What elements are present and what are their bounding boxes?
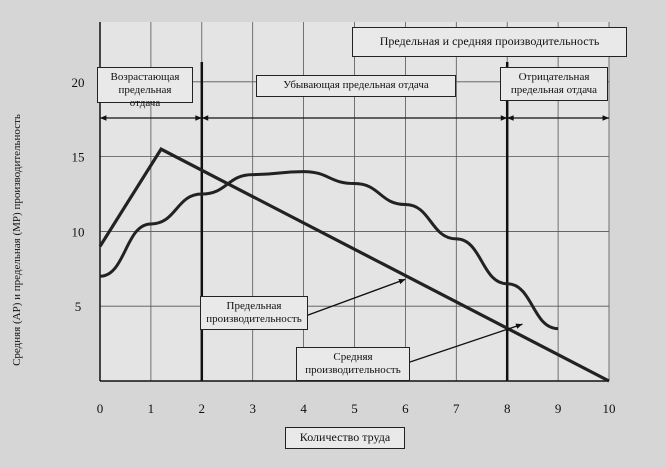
- x-tick-0: 0: [96, 401, 104, 416]
- y-axis-label: [4, 90, 30, 390]
- zone-label-increasing: Возрастающая предельная отдача: [97, 67, 193, 103]
- zone-label-negative: Отрицательная предельная отдача: [500, 67, 608, 101]
- annotation-marginal: Предельная производительность: [200, 296, 308, 330]
- y-tick-10: 10: [71, 224, 85, 240]
- y-tick-15: 15: [71, 149, 85, 165]
- x-tick-4: 4: [300, 401, 307, 416]
- annotation-average: Средняя производительность: [296, 347, 410, 381]
- x-tick-5: 5: [351, 401, 358, 416]
- x-tick-6: 6: [402, 401, 409, 416]
- y-tick-5: 5: [74, 299, 82, 315]
- x-tick-2: 2: [198, 401, 206, 416]
- x-tick-7: 7: [453, 401, 460, 416]
- y-axis-label-text: Средняя (AP) и предельная (MP) производительность: [11, 114, 23, 366]
- x-tick-1: 1: [147, 401, 155, 416]
- x-tick-8: 8: [503, 401, 511, 416]
- x-tick-10: 10: [602, 401, 616, 416]
- y-tick-20: 20: [71, 74, 85, 90]
- chart-title: Предельная и средняя производительность: [352, 27, 627, 57]
- x-axis-label: Количество труда: [285, 427, 405, 449]
- zone-label-diminishing: Убывающая предельная отдача: [256, 75, 456, 97]
- x-tick-3: 3: [249, 401, 256, 416]
- x-tick-9: 9: [554, 401, 562, 416]
